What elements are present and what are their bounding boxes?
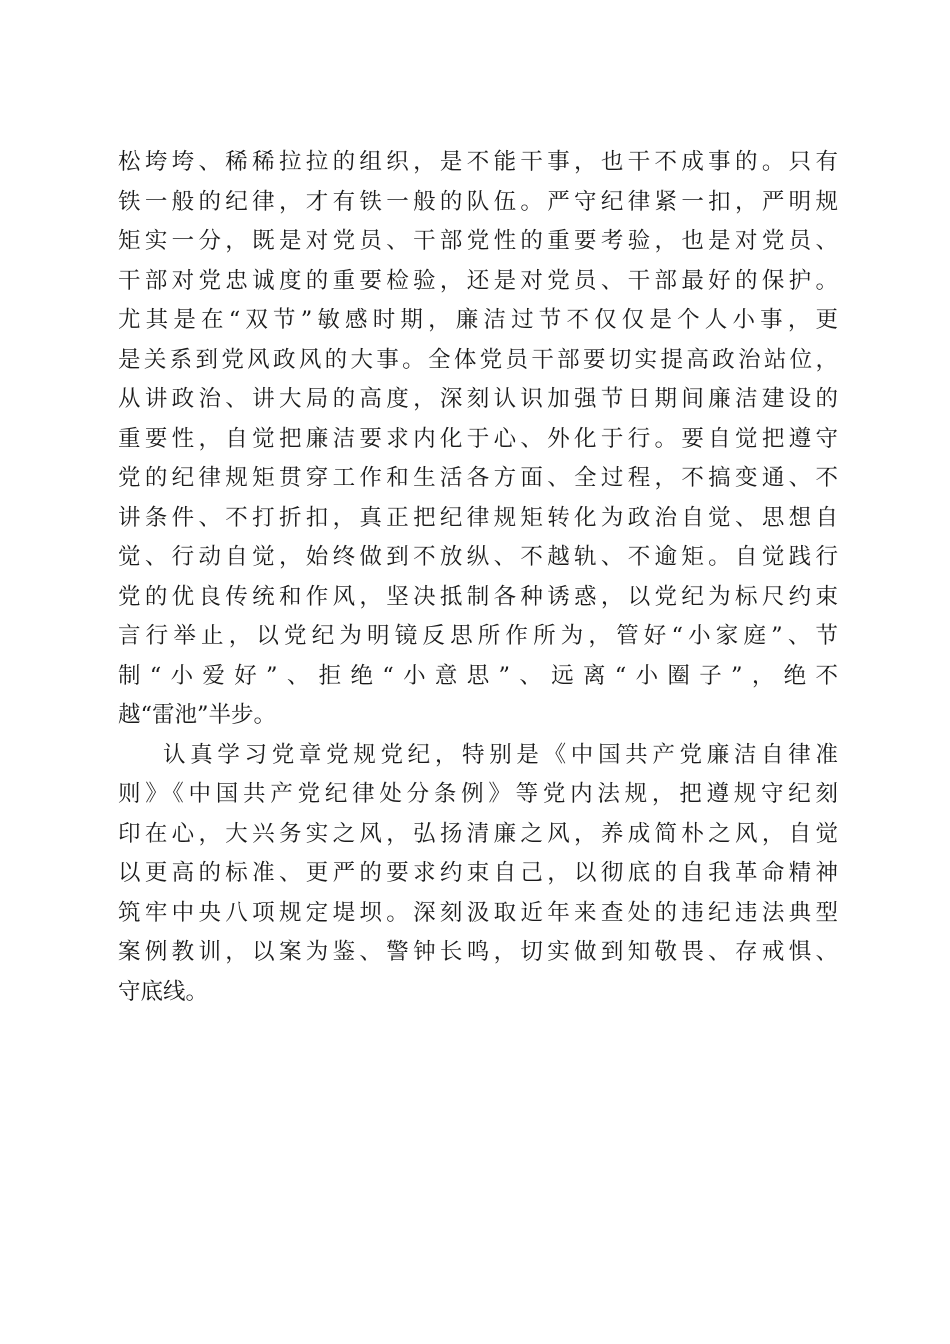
text-line: 筑牢中央八项规定堤坝。深刻汲取近年来查处的违纪违法典型 <box>118 899 838 926</box>
text-line: 尤其是在“双节”敏感时期，廉洁过节不仅仅是个人小事，更 <box>118 307 838 333</box>
text-line: 认真学习党章党规党纪，特别是《中国共产党廉洁自律准 <box>163 741 838 768</box>
text-line: 铁一般的纪律，才有铁一般的队伍。严守纪律紧一扣，严明规 <box>118 188 838 215</box>
text-line: 矩实一分，既是对党员、干部党性的重要考验，也是对党员、 <box>118 228 838 254</box>
text-line: 守底线。 <box>118 978 209 1005</box>
document-body <box>118 143 838 1012</box>
text-line: 重要性，自觉把廉洁要求内化于心、外化于行。要自觉把遵守 <box>118 425 838 452</box>
text-line: 案例教训，以案为鉴、警钟长鸣，切实做到知敬畏、存戒惧、 <box>118 939 838 965</box>
text-line: 以更高的标准、更严的要求约束自己，以彻底的自我革命精神 <box>118 860 838 886</box>
text-line: 印在心，大兴务实之风，弘扬清廉之风，养成简朴之风，自觉 <box>118 820 838 847</box>
paragraph-1 <box>118 143 838 736</box>
text-line: 制“小爱好”、拒绝“小意思”、远离“小圈子”，绝不 <box>118 662 838 689</box>
text-line: 则》《中国共产党纪律处分条例》等党内法规，把遵规守纪刻 <box>118 781 838 807</box>
text-line: 党的优良传统和作风，坚决抵制各种诱惑，以党纪为标尺约束 <box>118 583 838 610</box>
text-line: 越“雷池”半步。 <box>118 702 277 728</box>
text-line: 觉、行动自觉，始终做到不放纵、不越轨、不逾矩。自觉践行 <box>118 544 838 570</box>
text-line: 干部对党忠诚度的重要检验，还是对党员、干部最好的保护。 <box>118 267 838 294</box>
text-line: 是关系到党风政风的大事。全体党员干部要切实提高政治站位， <box>118 346 838 373</box>
text-line: 讲条件、不打折扣，真正把纪律规矩转化为政治自觉、思想自 <box>118 504 838 531</box>
text-line: 言行举止，以党纪为明镜反思所作所为，管好“小家庭”、节 <box>118 623 838 649</box>
text-line: 从讲政治、讲大局的高度，深刻认识加强节日期间廉洁建设的 <box>118 386 838 412</box>
text-line: 松垮垮、稀稀拉拉的组织，是不能干事，也干不成事的。只有 <box>118 149 838 175</box>
text-line: 党的纪律规矩贯穿工作和生活各方面、全过程，不搞变通、不 <box>118 465 838 491</box>
paragraph-2 <box>118 736 838 1013</box>
